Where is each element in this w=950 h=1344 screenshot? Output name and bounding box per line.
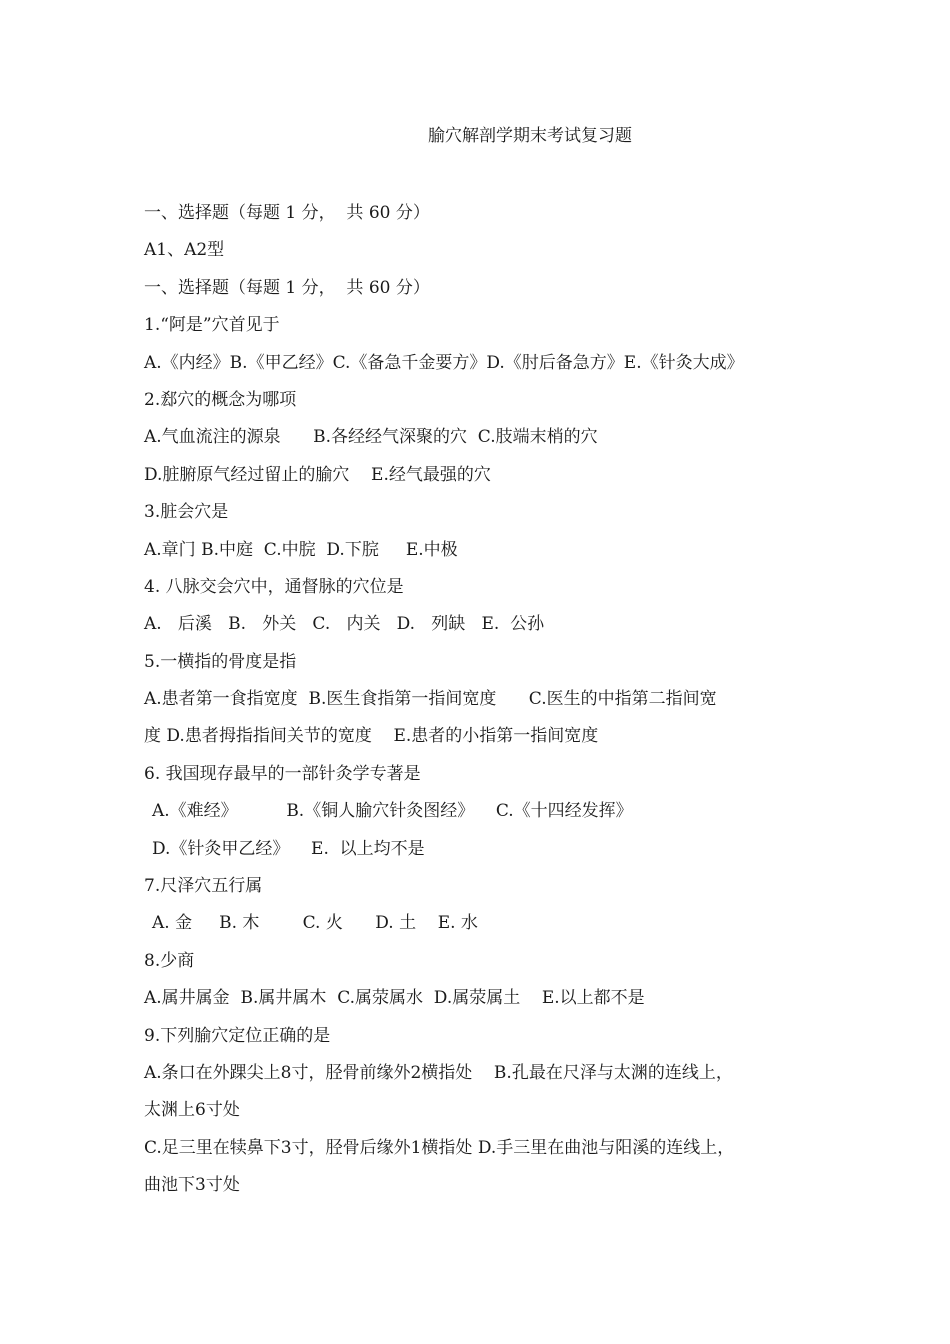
question-9-options: 曲池下3寸处 xyxy=(144,1175,240,1196)
question-type-label: A1、A2型 xyxy=(144,240,225,261)
section-heading: 一、选择题（每题 1 分， 共 60 分） xyxy=(144,203,430,223)
question-6: 6. 我国现存最早的一部针灸学专著是 xyxy=(144,763,421,784)
question-6-options: D.《针灸甲乙经》 E. 以上均不是 xyxy=(152,838,425,859)
question-3-options: A.章门 B.中庭 C.中脘 D.下脘 E.中极 xyxy=(144,539,458,560)
question-2-options: D.脏腑原气经过留止的腧穴 E.经气最强的穴 xyxy=(144,464,491,485)
document-title: 腧穴解剖学期末考试复习题 xyxy=(428,126,632,146)
question-2-options: A.气血流注的源泉 B.各经经气深聚的穴 C.肢端末梢的穴 xyxy=(144,427,598,448)
question-5-options: 度 D.患者拇指指间关节的宽度 E.患者的小指第一指间宽度 xyxy=(144,726,599,747)
question-3: 3.脏会穴是 xyxy=(144,502,229,523)
question-2: 2.郄穴的概念为哪项 xyxy=(144,389,297,410)
question-7-options: A. 金 B. 木 C. 火 D. 土 E. 水 xyxy=(152,913,478,934)
question-7: 7.尺泽穴五行属 xyxy=(144,876,263,897)
question-8-options: A.属井属金 B.属井属木 C.属荥属水 D.属荥属土 E.以上都不是 xyxy=(144,988,645,1009)
question-6-options: A.《难经》 B.《铜人腧穴针灸图经》 C.《十四经发挥》 xyxy=(152,801,633,822)
question-1-options: A.《内经》B.《甲乙经》C.《备急千金要方》D.《肘后备急方》E.《针灸大成》 xyxy=(144,352,744,373)
question-9-options: A.条口在外踝尖上8寸，胫骨前缘外2横指处 B.孔最在尺泽与太渊的连线上， xyxy=(144,1062,733,1083)
question-9: 9.下列腧穴定位正确的是 xyxy=(144,1025,331,1046)
document-body xyxy=(144,195,824,1205)
question-1: 1.“阿是”穴首见于 xyxy=(144,315,280,336)
question-4: 4. 八脉交会穴中，通督脉的穴位是 xyxy=(144,576,404,597)
section-heading: 一、选择题（每题 1 分， 共 60 分） xyxy=(144,277,430,298)
question-4-options: A. 后溪 B. 外关 C. 内关 D. 列缺 E. 公孙 xyxy=(144,614,545,635)
question-5: 5.一横指的骨度是指 xyxy=(144,651,297,672)
question-9-options: 太渊上6寸处 xyxy=(144,1100,240,1121)
question-9-options: C.足三里在犊鼻下3寸，胫骨后缘外1横指处 D.手三里在曲池与阳溪的连线上， xyxy=(144,1137,735,1158)
question-8: 8.少商 xyxy=(144,950,195,971)
question-5-options: A.患者第一食指宽度 B.医生食指第一指间宽度 C.医生的中指第二指间宽 xyxy=(144,689,717,710)
